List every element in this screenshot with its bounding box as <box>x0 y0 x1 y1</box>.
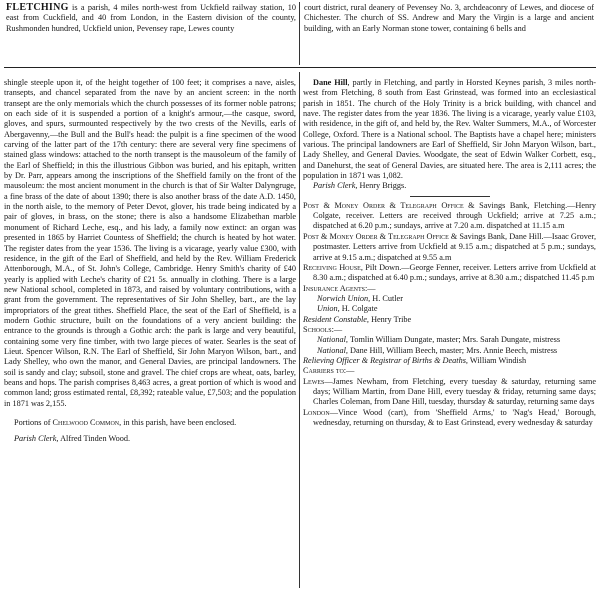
section-rule <box>410 196 490 197</box>
fletching-clerk: Parish Clerk, Alfred Tinden Wood. <box>14 434 131 444</box>
carrier-lewes: Lewes—James Newham, from Fletching, every tuesday & saturday, returning same days; William Martin, from Dane Hill, every tuesday & friday, returning same days; Charles Coleman, from Dane Hill, tuesday, thursday & saturday, returning same days <box>303 376 596 407</box>
right-column <box>303 78 596 428</box>
column-divider <box>299 72 300 588</box>
parish-title: FLETCHING <box>6 2 69 13</box>
dane-hill-paragraph: Dane Hill, partly in Fletching, and partly in Horsted Keynes parish, 3 miles north-west from Fletching, 8 south from East Grinstead, was formed into an ecclesiastical parish in 1851. The church of the Holy Trinity is a brick building, with chancel and nave. The register dates from the year 1836. The living is a vicarage, yearly value £103, with residence, in the gift of, and held by, the Rev. Walter Summers, M.A., of Worcester College, Oxford. There is a National school. The Baptists have a chapel here; ministers various. The principal landowners are Earl of Sheffield, Sir John Maryon Wilson, bart., Lady Shelley, and General Davies. Woodgate, the seat of Edwin Walker Corbett, esq., and Danehurst, the seat of General Davies, are situated here. The area is 2,111 acres; the population in 1871 was 1,082. <box>303 78 596 181</box>
receiving-house: Receiving House, Pilt Down.—George Fenner, receiver. Letters arrive from Uckfield at 8.30 a.m.; dispatched at 6.40 p.m.; sundays, arrive at 8.30 a.m.; dispatched 11.45 p.m <box>303 262 596 283</box>
chelwood-paragraph: Portions of Chelwood Common, in this parish, have been enclosed. <box>14 418 237 427</box>
relieving-officer: Relieving Officer & Registrar of Births & Deaths, William Windish <box>303 355 527 365</box>
chelwood-common-name: Chelwood Common <box>52 418 120 427</box>
dane-hill-clerk: Parish Clerk, Henry Briggs. <box>313 181 407 191</box>
top-column-divider <box>299 2 300 65</box>
church-description: shingle steeple upon it, of the height together of 100 feet; it comprises a nave, aisles, transepts, and chancel separated from the nave by an ancient screen: in the north transept are the only memorials which the church possesses of its former noble patrons; on each side of it is suspended a portion of a knight's armour,—the casque, sword, gloves, and spurs, surmounted respectively by the two crests of the Nevills, earls of Abergavenny,—the Bull and the Bull's head: the pulpit is a fine specimen of the wood carving of the latter part of the 17th century: there are several very fine specimens of stained glass windows: attached to the north transept is the mausoleum of the family of the Earl of Sheffield; in this the illustrious Gibbon was buried, and his epitaph, written by Dr. Parr, appears among the inscriptions of the Sheffield family on the front of the mausoleum: the most ancient monument in the church is that of Sir Walter Dalyngruge, a fine brass of the date of about 1390; there is also another brass of the date A.D. 1450, in the north aisle, to the memory of Peter Devot, glover, his trade being indicated by a pair of gloves, in brass, on the stone; there is also a handsome Elizabethan marble monument of Richard Leche, esq., and his lady, a family now extinct: an organ was presented in 1865 by Harriet Countess of Sheffield; the church is heated by hot water. The register dates from the year 1536. The living is a vicarage, yearly value £300, with residence, in the gift of the Earl of Sheffield, and held by the Rev. William Frederick Attenborough, M.A., of St. John's College, Cambridge. Henry Smith's charity of £40 yearly is applied with Leche's charity of £21 5s. annually in clothing. There is a large new National school, completed in 1873, and raised by voluntary contributions, with a grant from the government. The representatives of Sir John Shelley, bart., are the lay impropriators of the great tithes. Sheffield Place, the seat of the Earl of Sheffield, is a modern Gothic structure, built on the foundations of a very ancient building: the entrance to the grounds is through a Gothic arch: the park is large and very beautiful, containing some very fine timber, with two large pieces of water. Searles is the seat of Lieut. Spencer Wilson, R.N. The Earl of Sheffield, Sir John Maryon Wilson, bart., and Lady Shelley, who own the manor, and General Davies, are principal landowners. The soil is sandy and clay; subsoil, stone and gravel. The chief crops are wheat, oats, barley, beans and hops. The parish comprises 8,463 acres, a great portion of which is wood and common land; gross estimated rental, £8,392; rateable value, £7,503; and the population in 1871 was 2,155. <box>4 78 296 408</box>
insurance-norwich: Norwich Union, H. Cutler <box>317 293 403 303</box>
school-national-fletching: National, Tomlin William Dungate, master; Mrs. Sarah Dungate, mistress <box>317 335 561 345</box>
carrier-london: London—Vince Wood (cart), from 'Sheffield Arms,' to 'Nag's Head,' Borough, wednesday, returning on thursday, & to East Grinstead, every wednesday & saturday <box>303 407 596 427</box>
left-column <box>4 78 296 445</box>
resident-constable: Resident Constable, Henry Tribe <box>303 314 412 324</box>
intro-column-left <box>6 3 296 34</box>
school-national-dane-hill: National, Dane Hill, William Beech, master; Mrs. Annie Beech, mistress <box>317 345 558 355</box>
intro-column-right <box>304 3 594 34</box>
post-office-fletching: Post & Money Order & Telegraph Office & Savings Bank, Fletching.—Henry Colgate, receiver. Letters are received through Uckfield; arrive at 7.25 a.m.; dispatched at 6.20 p.m.; sundays, arrive at 7.20 a.m. dispatched at 11.15 a.m <box>303 200 596 231</box>
dane-hill-title: Dane Hill <box>313 78 348 87</box>
intro-text-right: court district, rural deanery of Pevensey No. 3, archdeaconry of Lewes, and diocese of Chichester. The church of SS. Andrew and Mary the Virgin is a large and ancient building, with an Early Norman stone tower, containing 6 bells and <box>304 3 594 33</box>
intro-text-left: is a parish, 4 miles north-west from Uckfield railway station, 10 east from Cuckfield, and 40 from London, in the Eastern division of the county, Rushmonden hundred, Uckfield union, Pevensey rape, Lewes county <box>6 3 296 33</box>
horizontal-rule <box>4 67 596 68</box>
carriers-heading: Carriers to:— <box>303 366 355 376</box>
insurance-union: Union, H. Colgate <box>317 304 378 314</box>
post-office-dane-hill: Post & Money Order & Telegraph Office & Savings Bank, Dane Hill.—Isaac Grover, postmaster. Letters arrive from Uckfield at 9.15 a.m.; dispatched at 5 p.m.; sundays, arrive at 9.15 a.m.; dispatched at 9.55 a.m <box>303 231 597 262</box>
schools-heading: Schools:— <box>303 324 343 334</box>
insurance-heading: Insurance Agents:— <box>303 283 376 293</box>
